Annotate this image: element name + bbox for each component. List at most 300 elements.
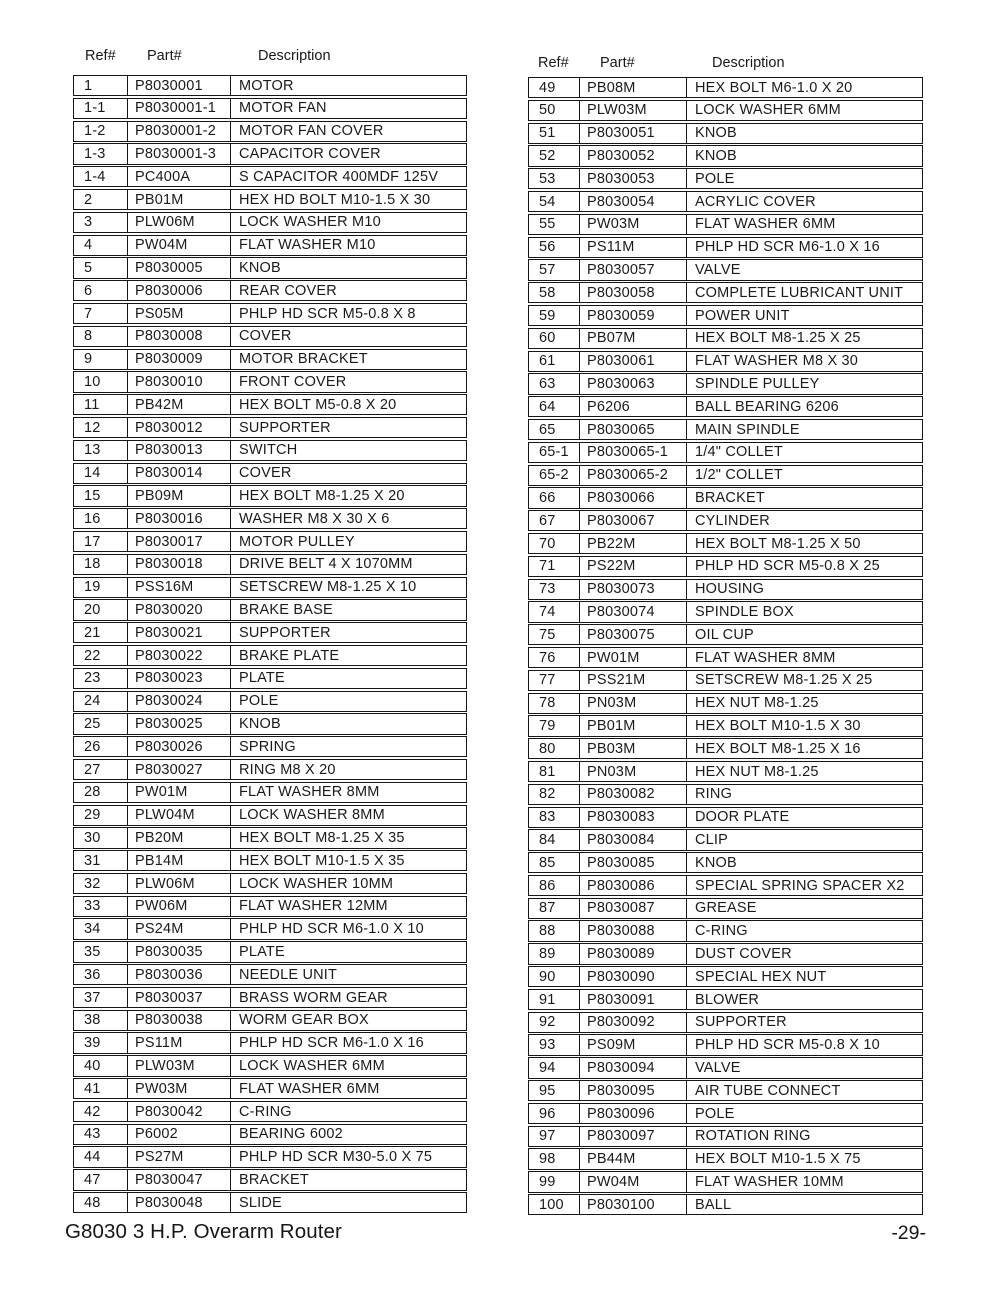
ref-cell: 73 xyxy=(539,581,556,598)
table-row xyxy=(73,257,467,278)
description-cell: PHLP HD SCR M5-0.8 X 10 xyxy=(686,1035,922,1054)
part-cell: P8030100 xyxy=(579,1195,686,1214)
ref-cell: 71 xyxy=(539,558,556,575)
table-row xyxy=(73,1055,467,1076)
table-row xyxy=(528,328,923,349)
table-row xyxy=(528,282,923,303)
table-row xyxy=(528,624,923,645)
part-cell: P8030023 xyxy=(127,669,230,688)
ref-cell: 33 xyxy=(84,898,101,915)
table-row xyxy=(73,417,467,438)
part-cell: PB01M xyxy=(127,190,230,209)
table-row xyxy=(528,259,923,280)
ref-cell: 1-1 xyxy=(84,100,106,117)
part-cell: PLW03M xyxy=(127,1056,230,1075)
part-cell: P6002 xyxy=(127,1125,230,1144)
part-cell: P8030084 xyxy=(579,830,686,849)
part-cell: P8030073 xyxy=(579,580,686,599)
ref-cell: 81 xyxy=(539,763,556,780)
table-row xyxy=(73,1101,467,1122)
part-cell: PLW04M xyxy=(127,806,230,825)
part-cell: P8030090 xyxy=(579,967,686,986)
description-cell: C-RING xyxy=(686,921,922,940)
ref-cell: 39 xyxy=(84,1035,101,1052)
description-cell: SPECIAL HEX NUT xyxy=(686,967,922,986)
ref-cell: 77 xyxy=(539,672,556,689)
part-cell: P8030027 xyxy=(127,760,230,779)
table-row xyxy=(73,98,467,119)
part-cell: P8030024 xyxy=(127,692,230,711)
part-cell: P8030026 xyxy=(127,737,230,756)
ref-cell: 40 xyxy=(84,1057,101,1074)
part-cell: PN03M xyxy=(579,762,686,781)
table-row xyxy=(528,761,923,782)
description-cell: HEX BOLT M10-1.5 X 30 xyxy=(686,716,922,735)
ref-cell: 17 xyxy=(84,533,101,550)
description-cell: CAPACITOR COVER xyxy=(230,144,466,163)
ref-cell: 4 xyxy=(84,237,93,254)
table-row xyxy=(73,850,467,871)
table-row xyxy=(528,670,923,691)
description-cell: DRIVE BELT 4 X 1070MM xyxy=(230,555,466,574)
description-cell: COMPLETE LUBRICANT UNIT xyxy=(686,283,922,302)
ref-cell: 80 xyxy=(539,740,556,757)
table-row xyxy=(73,1169,467,1190)
ref-cell: 66 xyxy=(539,489,556,506)
description-cell: GREASE xyxy=(686,899,922,918)
description-cell: HOUSING xyxy=(686,580,922,599)
ref-cell: 50 xyxy=(539,102,556,119)
part-cell: P8030074 xyxy=(579,602,686,621)
table-row xyxy=(528,1080,923,1101)
table-row xyxy=(73,1124,467,1145)
table-row xyxy=(528,1171,923,1192)
ref-cell: 14 xyxy=(84,465,101,482)
table-row xyxy=(73,805,467,826)
table-row xyxy=(73,713,467,734)
ref-cell: 99 xyxy=(539,1173,556,1190)
description-cell: HEX BOLT M10-1.5 X 75 xyxy=(686,1149,922,1168)
ref-cell: 61 xyxy=(539,353,556,370)
ref-cell: 95 xyxy=(539,1082,556,1099)
ref-cell: 1-4 xyxy=(84,168,106,185)
ref-cell: 9 xyxy=(84,351,93,368)
ref-cell: 28 xyxy=(84,784,101,801)
ref-cell: 15 xyxy=(84,487,101,504)
description-cell: WORM GEAR BOX xyxy=(230,1011,466,1030)
description-cell: SUPPORTER xyxy=(230,418,466,437)
left-parts-table xyxy=(73,75,467,1215)
description-cell: DUST COVER xyxy=(686,944,922,963)
ref-cell: 67 xyxy=(539,512,556,529)
description-cell: FLAT WASHER 10MM xyxy=(686,1172,922,1191)
description-cell: BALL xyxy=(686,1195,922,1214)
ref-cell: 88 xyxy=(539,923,556,940)
table-row xyxy=(528,989,923,1010)
description-cell: SWITCH xyxy=(230,441,466,460)
ref-cell: 13 xyxy=(84,442,101,459)
description-cell: POWER UNIT xyxy=(686,306,922,325)
part-cell: P8030082 xyxy=(579,785,686,804)
part-cell: P8030018 xyxy=(127,555,230,574)
part-cell: PS27M xyxy=(127,1147,230,1166)
part-cell: P8030096 xyxy=(579,1104,686,1123)
ref-cell: 98 xyxy=(539,1151,556,1168)
description-cell: SPRING xyxy=(230,737,466,756)
table-row xyxy=(73,189,467,210)
ref-cell: 65-2 xyxy=(539,467,569,484)
table-row xyxy=(528,807,923,828)
table-row xyxy=(73,349,467,370)
ref-cell: 47 xyxy=(84,1171,101,1188)
ref-cell: 1-3 xyxy=(84,146,106,163)
table-row xyxy=(73,440,467,461)
table-row xyxy=(73,964,467,985)
description-cell: CYLINDER xyxy=(686,511,922,530)
ref-cell: 53 xyxy=(539,170,556,187)
description-cell: KNOB xyxy=(686,853,922,872)
description-cell: KNOB xyxy=(230,258,466,277)
table-row xyxy=(528,920,923,941)
table-row xyxy=(528,168,923,189)
description-cell: OIL CUP xyxy=(686,625,922,644)
description-cell: FLAT WASHER M10 xyxy=(230,236,466,255)
part-cell: PC400A xyxy=(127,167,230,186)
table-row xyxy=(73,235,467,256)
part-cell: PW03M xyxy=(579,215,686,234)
part-cell: PB22M xyxy=(579,534,686,553)
table-row xyxy=(528,1034,923,1055)
description-cell: BRAKE PLATE xyxy=(230,646,466,665)
ref-cell: 49 xyxy=(539,79,556,96)
part-cell: P8030067 xyxy=(579,511,686,530)
ref-cell: 48 xyxy=(84,1194,101,1211)
table-row xyxy=(528,693,923,714)
ref-cell: 74 xyxy=(539,603,556,620)
ref-cell: 5 xyxy=(84,260,93,277)
part-cell: P8030092 xyxy=(579,1013,686,1032)
table-row xyxy=(73,371,467,392)
part-cell: PSS16M xyxy=(127,578,230,597)
footer-page-number: -29- xyxy=(891,1222,926,1244)
description-cell: POLE xyxy=(230,692,466,711)
ref-cell: 58 xyxy=(539,284,556,301)
table-row xyxy=(73,577,467,598)
part-cell: PW04M xyxy=(127,236,230,255)
table-row xyxy=(73,280,467,301)
table-row xyxy=(528,1194,923,1215)
part-cell: P8030065 xyxy=(579,420,686,439)
ref-cell: 86 xyxy=(539,877,556,894)
ref-cell: 91 xyxy=(539,991,556,1008)
part-cell: PS11M xyxy=(579,238,686,257)
ref-cell: 51 xyxy=(539,125,556,142)
part-cell: P8030061 xyxy=(579,352,686,371)
part-cell: PS09M xyxy=(579,1035,686,1054)
description-cell: 1/2" COLLET xyxy=(686,466,922,485)
column-header-part: Part# xyxy=(600,55,635,71)
description-cell: BLOWER xyxy=(686,990,922,1009)
description-cell: SPINDLE PULLEY xyxy=(686,374,922,393)
part-cell: P8030016 xyxy=(127,509,230,528)
description-cell: BRACKET xyxy=(686,488,922,507)
table-row xyxy=(528,373,923,394)
description-cell: SUPPORTER xyxy=(230,623,466,642)
description-cell: MOTOR PULLEY xyxy=(230,532,466,551)
ref-cell: 75 xyxy=(539,626,556,643)
part-cell: PB42M xyxy=(127,395,230,414)
description-cell: HEX BOLT M5-0.8 X 20 xyxy=(230,395,466,414)
ref-cell: 52 xyxy=(539,148,556,165)
table-row xyxy=(528,738,923,759)
table-row xyxy=(528,1126,923,1147)
ref-cell: 16 xyxy=(84,510,101,527)
description-cell: BRASS WORM GEAR xyxy=(230,988,466,1007)
part-cell: P8030088 xyxy=(579,921,686,940)
table-row xyxy=(73,326,467,347)
ref-cell: 94 xyxy=(539,1059,556,1076)
table-row xyxy=(528,647,923,668)
footer-model-title: G8030 3 H.P. Overarm Router xyxy=(65,1220,342,1243)
description-cell: HEX NUT M8-1.25 xyxy=(686,694,922,713)
table-row xyxy=(73,1010,467,1031)
part-cell: P8030085 xyxy=(579,853,686,872)
part-cell: P8030001-1 xyxy=(127,99,230,118)
description-cell: HEX HD BOLT M10-1.5 X 30 xyxy=(230,190,466,209)
table-row xyxy=(73,143,467,164)
ref-cell: 20 xyxy=(84,601,101,618)
part-cell: P8030052 xyxy=(579,146,686,165)
table-row xyxy=(528,1103,923,1124)
table-row xyxy=(528,487,923,508)
description-cell: SPINDLE BOX xyxy=(686,602,922,621)
ref-cell: 55 xyxy=(539,216,556,233)
ref-cell: 87 xyxy=(539,900,556,917)
part-cell: P8030038 xyxy=(127,1011,230,1030)
part-cell: P8030063 xyxy=(579,374,686,393)
ref-cell: 93 xyxy=(539,1037,556,1054)
description-cell: SETSCREW M8-1.25 X 25 xyxy=(686,671,922,690)
table-row xyxy=(528,1057,923,1078)
description-cell: LOCK WASHER 6MM xyxy=(686,101,922,120)
part-cell: P8030021 xyxy=(127,623,230,642)
description-cell: FLAT WASHER M8 X 30 xyxy=(686,352,922,371)
description-cell: PHLP HD SCR M6-1.0 X 16 xyxy=(230,1033,466,1052)
ref-cell: 89 xyxy=(539,945,556,962)
table-row xyxy=(528,943,923,964)
table-row xyxy=(528,966,923,987)
ref-cell: 90 xyxy=(539,968,556,985)
ref-cell: 1-2 xyxy=(84,123,106,140)
table-row xyxy=(73,668,467,689)
ref-cell: 7 xyxy=(84,305,93,322)
description-cell: FRONT COVER xyxy=(230,372,466,391)
part-cell: PLW03M xyxy=(579,101,686,120)
part-cell: P8030065-1 xyxy=(579,443,686,462)
description-cell: HEX BOLT M8-1.25 X 50 xyxy=(686,534,922,553)
ref-cell: 37 xyxy=(84,989,101,1006)
description-cell: HEX BOLT M8-1.25 X 20 xyxy=(230,486,466,505)
description-cell: FLAT WASHER 6MM xyxy=(230,1079,466,1098)
table-row xyxy=(73,645,467,666)
part-cell: P8030051 xyxy=(579,124,686,143)
part-cell: PB08M xyxy=(579,78,686,97)
column-header-ref: Ref# xyxy=(85,48,116,64)
description-cell: NEEDLE UNIT xyxy=(230,965,466,984)
ref-cell: 26 xyxy=(84,738,101,755)
part-cell: P8030057 xyxy=(579,260,686,279)
table-row xyxy=(528,396,923,417)
part-cell: P8030025 xyxy=(127,714,230,733)
part-cell: PB01M xyxy=(579,716,686,735)
column-header-description: Description xyxy=(258,48,331,64)
part-cell: P8030089 xyxy=(579,944,686,963)
table-row xyxy=(73,1146,467,1167)
description-cell: MOTOR xyxy=(230,76,466,95)
part-cell: PS05M xyxy=(127,304,230,323)
description-cell: PLATE xyxy=(230,669,466,688)
table-row xyxy=(528,214,923,235)
description-cell: RING M8 X 20 xyxy=(230,760,466,779)
part-cell: P8030006 xyxy=(127,281,230,300)
table-row xyxy=(528,305,923,326)
table-row xyxy=(73,554,467,575)
description-cell: MOTOR FAN xyxy=(230,99,466,118)
description-cell: SUPPORTER xyxy=(686,1013,922,1032)
ref-cell: 79 xyxy=(539,717,556,734)
part-cell: P8030012 xyxy=(127,418,230,437)
part-cell: P8030001 xyxy=(127,76,230,95)
column-header-description: Description xyxy=(712,55,785,71)
ref-cell: 2 xyxy=(84,191,93,208)
part-cell: P8030001-3 xyxy=(127,144,230,163)
ref-cell: 6 xyxy=(84,282,93,299)
description-cell: COVER xyxy=(230,327,466,346)
table-row xyxy=(73,599,467,620)
part-cell: PB44M xyxy=(579,1149,686,1168)
column-header-ref: Ref# xyxy=(538,55,569,71)
part-cell: P6206 xyxy=(579,397,686,416)
part-cell: P8030001-2 xyxy=(127,122,230,141)
ref-cell: 19 xyxy=(84,579,101,596)
ref-cell: 42 xyxy=(84,1103,101,1120)
part-cell: P8030066 xyxy=(579,488,686,507)
description-cell: HEX BOLT M10-1.5 X 35 xyxy=(230,851,466,870)
ref-cell: 85 xyxy=(539,854,556,871)
ref-cell: 100 xyxy=(539,1196,564,1213)
ref-cell: 30 xyxy=(84,829,101,846)
part-cell: PW01M xyxy=(579,648,686,667)
description-cell: MOTOR FAN COVER xyxy=(230,122,466,141)
table-row xyxy=(528,351,923,372)
column-header-part: Part# xyxy=(147,48,182,64)
ref-cell: 76 xyxy=(539,649,556,666)
description-cell: HEX NUT M8-1.25 xyxy=(686,762,922,781)
description-cell: FLAT WASHER 6MM xyxy=(686,215,922,234)
ref-cell: 21 xyxy=(84,624,101,641)
part-cell: P8030053 xyxy=(579,169,686,188)
description-cell: PHLP HD SCR M6-1.0 X 10 xyxy=(230,919,466,938)
table-row xyxy=(73,759,467,780)
part-cell: PS11M xyxy=(127,1033,230,1052)
ref-cell: 82 xyxy=(539,786,556,803)
description-cell: LOCK WASHER 6MM xyxy=(230,1056,466,1075)
table-row xyxy=(73,691,467,712)
part-cell: PW04M xyxy=(579,1172,686,1191)
description-cell: MAIN SPINDLE xyxy=(686,420,922,439)
part-cell: P8030086 xyxy=(579,876,686,895)
ref-cell: 38 xyxy=(84,1012,101,1029)
part-cell: PLW06M xyxy=(127,213,230,232)
part-cell: P8030094 xyxy=(579,1058,686,1077)
table-row xyxy=(528,510,923,531)
table-row xyxy=(528,1012,923,1033)
table-row xyxy=(73,896,467,917)
table-row xyxy=(528,898,923,919)
description-cell: PHLP HD SCR M5-0.8 X 8 xyxy=(230,304,466,323)
part-cell: P8030097 xyxy=(579,1127,686,1146)
part-cell: P8030013 xyxy=(127,441,230,460)
right-parts-table xyxy=(528,77,923,1217)
description-cell: KNOB xyxy=(686,146,922,165)
part-cell: P8030048 xyxy=(127,1193,230,1212)
description-cell: BRAKE BASE xyxy=(230,600,466,619)
part-cell: P8030047 xyxy=(127,1170,230,1189)
table-row xyxy=(73,463,467,484)
description-cell: BALL BEARING 6206 xyxy=(686,397,922,416)
table-row xyxy=(73,75,467,96)
table-row xyxy=(528,829,923,850)
ref-cell: 57 xyxy=(539,262,556,279)
part-cell: P8030095 xyxy=(579,1081,686,1100)
description-cell: FLAT WASHER 8MM xyxy=(686,648,922,667)
description-cell: WASHER M8 X 30 X 6 xyxy=(230,509,466,528)
description-cell: DOOR PLATE xyxy=(686,808,922,827)
description-cell: VALVE xyxy=(686,1058,922,1077)
ref-cell: 84 xyxy=(539,831,556,848)
ref-cell: 97 xyxy=(539,1128,556,1145)
part-cell: P8030010 xyxy=(127,372,230,391)
ref-cell: 12 xyxy=(84,419,101,436)
part-cell: PW01M xyxy=(127,783,230,802)
ref-cell: 1 xyxy=(84,77,93,94)
description-cell: BEARING 6002 xyxy=(230,1125,466,1144)
description-cell: BRACKET xyxy=(230,1170,466,1189)
description-cell: FLAT WASHER 12MM xyxy=(230,897,466,916)
part-cell: PW06M xyxy=(127,897,230,916)
part-cell: PB03M xyxy=(579,739,686,758)
description-cell: REAR COVER xyxy=(230,281,466,300)
table-row xyxy=(528,875,923,896)
table-row xyxy=(528,100,923,121)
part-cell: P8030022 xyxy=(127,646,230,665)
part-cell: P8030075 xyxy=(579,625,686,644)
ref-cell: 24 xyxy=(84,693,101,710)
table-row xyxy=(528,533,923,554)
description-cell: KNOB xyxy=(686,124,922,143)
part-cell: PS22M xyxy=(579,557,686,576)
ref-cell: 34 xyxy=(84,921,101,938)
part-cell: PB07M xyxy=(579,329,686,348)
table-row xyxy=(528,123,923,144)
description-cell: CLIP xyxy=(686,830,922,849)
ref-cell: 35 xyxy=(84,943,101,960)
table-row xyxy=(73,873,467,894)
description-cell: FLAT WASHER 8MM xyxy=(230,783,466,802)
description-cell: SLIDE xyxy=(230,1193,466,1212)
table-row xyxy=(528,1148,923,1169)
ref-cell: 96 xyxy=(539,1105,556,1122)
